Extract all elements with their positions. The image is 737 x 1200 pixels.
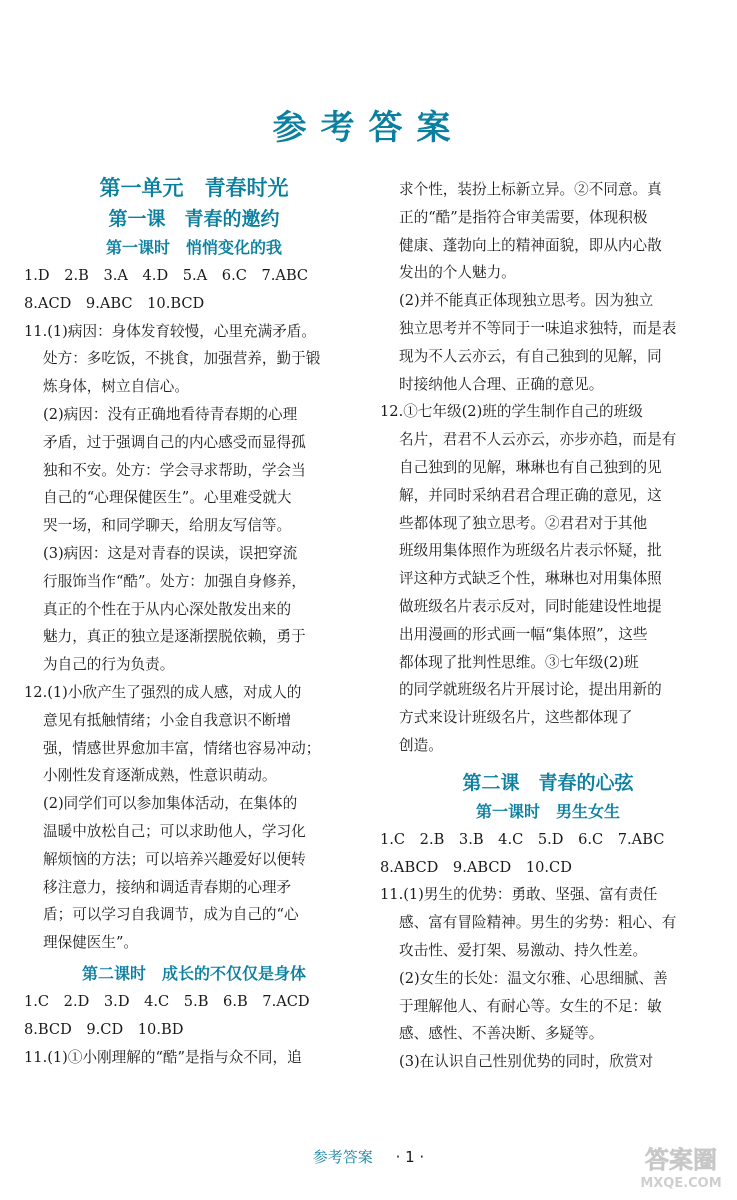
answer-line: 解烦恼的方法；可以培养兴趣爱好以便转 — [43, 850, 306, 868]
answer-line: 真正的个性在于从内心深处散发出来的 — [43, 600, 292, 618]
answer-line: 小刚性发育逐渐成熟，性意识萌动。 — [43, 767, 277, 785]
period-heading: 第一课时 悄悄变化的我 — [105, 238, 282, 257]
answer-line: 温暖中放松自己；可以求助他人，学习化 — [43, 822, 306, 840]
answer-line: 现为不人云亦云，有自己独到的见解，同 — [399, 347, 662, 365]
lesson-heading: 第一课 青春的邀约 — [108, 208, 280, 230]
answer-line: 1.C 2.D 3.D 4.C 5.B 6.B 7.ACD — [24, 992, 310, 1010]
answer-line: (2)病因：没有正确地看待青春期的心理 — [43, 405, 298, 423]
answer-line: 11.(1)男生的优势：勇敢、坚强、富有责任 — [380, 886, 658, 904]
answer-line: 8.ABCD 9.ABCD 10.CD — [380, 858, 572, 876]
answer-line: 做班级名片表示反对，同时能建设性地提 — [399, 597, 662, 615]
answer-line: 方式来设计班级名片，这些都体现了 — [399, 709, 633, 727]
page-number: · 1 · — [395, 1148, 425, 1166]
answer-line: 移注意力，接纳和调适青春期的心理矛 — [43, 878, 292, 896]
answer-line: 理保健医生”。 — [43, 934, 139, 952]
answer-line: 出用漫画的形式画一幅“集体照”，这些 — [399, 625, 648, 643]
answer-line: (2)同学们可以参加集体活动，在集体的 — [43, 795, 298, 813]
answer-block — [380, 176, 716, 760]
answer-line: 的同学就班级名片开展讨论，提出用新的 — [399, 681, 662, 699]
answer-line: 意见有抵触情绪；小金自我意识不断增 — [43, 711, 292, 729]
right-column — [380, 176, 716, 1076]
answer-line: 哭一场，和同学聊天，给朋友写信等。 — [43, 517, 292, 535]
answer-line: 感、感性、不善决断、多疑等。 — [399, 1025, 604, 1043]
answer-line: 攻击性、爱打架、易激动、持久性差。 — [399, 941, 648, 959]
answer-line: 自己的“心理保健医生”。心里难受就大 — [43, 489, 292, 507]
answer-line: 12.①七年级(2)班的学生制作自己的班级 — [380, 403, 643, 421]
left-column — [24, 168, 364, 1071]
answer-line: (2)女生的长处：温文尔雅、心思细腻、善 — [399, 969, 668, 987]
answer-line: (3)病因：这是对青春的误读，误把穿流 — [43, 544, 298, 562]
page-footer — [0, 1146, 737, 1167]
answer-line: 1.D 2.B 3.A 4.D 5.A 6.C 7.ABC — [24, 267, 309, 284]
period-heading: 第一课时 男生女生 — [475, 801, 620, 821]
answer-line: 都体现了批判性思维。③七年级(2)班 — [399, 653, 639, 671]
answer-line: 评这种方式缺乏个性，琳琳也对用集体照 — [399, 570, 662, 588]
answer-line: 8.ACD 9.ABC 10.BCD — [24, 294, 205, 312]
svg-text:答案圈: 答案圈 — [645, 1146, 717, 1174]
answer-line: 正的“酷”是指符合审美需要，体现积极 — [399, 208, 648, 226]
unit-heading: 第一单元 青春时光 — [99, 176, 289, 200]
answer-block — [380, 826, 716, 1076]
answer-line: 12.(1)小欣产生了强烈的成人感，对成人的 — [24, 683, 302, 701]
answer-line: 发出的个人魅力。 — [399, 264, 516, 282]
answer-line: 行服饰当作“酷”。处方：加强自身修养， — [43, 572, 307, 590]
answer-line: 独立思考并不等同于一味追求独特，而是表 — [399, 319, 677, 337]
lesson-heading: 第二课 青春的心弦 — [462, 771, 634, 794]
answer-line: 炼身体，树立自信心。 — [43, 378, 189, 396]
page-title: 参考答案 — [272, 108, 465, 148]
answer-line: 强，情感世界愈加丰富，情绪也容易冲动； — [43, 739, 321, 757]
answer-line: 自己独到的见解，琳琳也有自己独到的见 — [399, 458, 662, 476]
answer-line: 处方：多吃饭，不挑食，加强营养，勤于锻 — [43, 350, 321, 368]
answer-line: 于理解他人、有耐心等。女生的不足：敏 — [399, 997, 662, 1015]
answer-line: 独和不安。处方：学会寻求帮助，学会当 — [43, 461, 306, 479]
answer-line: 创造。 — [399, 736, 443, 754]
svg-text:MXQE.COM: MXQE.COM — [640, 1176, 722, 1191]
answer-line: 矛盾，过于强调自己的内心感受而显得孤 — [43, 433, 306, 451]
answer-line: 些都体现了独立思考。②君君对于其他 — [399, 514, 648, 532]
answer-line: 1.C 2.B 3.B 4.C 5.D 6.C 7.ABC — [380, 830, 665, 848]
footer-label: 参考答案 — [312, 1148, 373, 1166]
watermark-logo — [633, 1140, 729, 1192]
answer-line: 班级用集体照作为班级名片表示怀疑，批 — [399, 542, 662, 560]
answer-line: 健康、蓬勃向上的精神面貌，即从内心散 — [399, 236, 662, 254]
answer-line: (3)在认识自己性别优势的同时，欣赏对 — [399, 1053, 654, 1071]
answer-line: 为自己的行为负责。 — [43, 656, 175, 674]
answer-block — [24, 988, 364, 1071]
answer-line: 解，并同时采纳君君合理正确的意见，这 — [399, 486, 662, 504]
answer-line: 8.BCD 9.CD 10.BD — [24, 1020, 184, 1038]
answer-line: (2)并不能真正体现独立思考。因为独立 — [399, 292, 654, 310]
answer-line: 11.(1)①小刚理解的“酷”是指与众不同，追 — [24, 1048, 302, 1066]
answer-block — [24, 262, 364, 957]
answer-line: 11.(1)病因：身体发育较慢，心里充满矛盾。 — [24, 322, 316, 340]
answer-line: 盾；可以学习自我调节，成为自己的“心 — [43, 906, 299, 924]
answer-line: 求个性，装扮上标新立异。②不同意。真 — [399, 181, 662, 198]
answer-line: 时接纳他人合理、正确的意见。 — [399, 375, 604, 393]
answer-line: 名片，君君不人云亦云，亦步亦趋，而是有 — [399, 431, 677, 449]
period-heading: 第二课时 成长的不仅仅是身体 — [81, 963, 306, 983]
answer-line: 魅力，真正的独立是逐渐摆脱依赖，勇于 — [43, 628, 306, 646]
answer-line: 感、富有冒险精神。男生的劣势：粗心、有 — [399, 914, 677, 932]
